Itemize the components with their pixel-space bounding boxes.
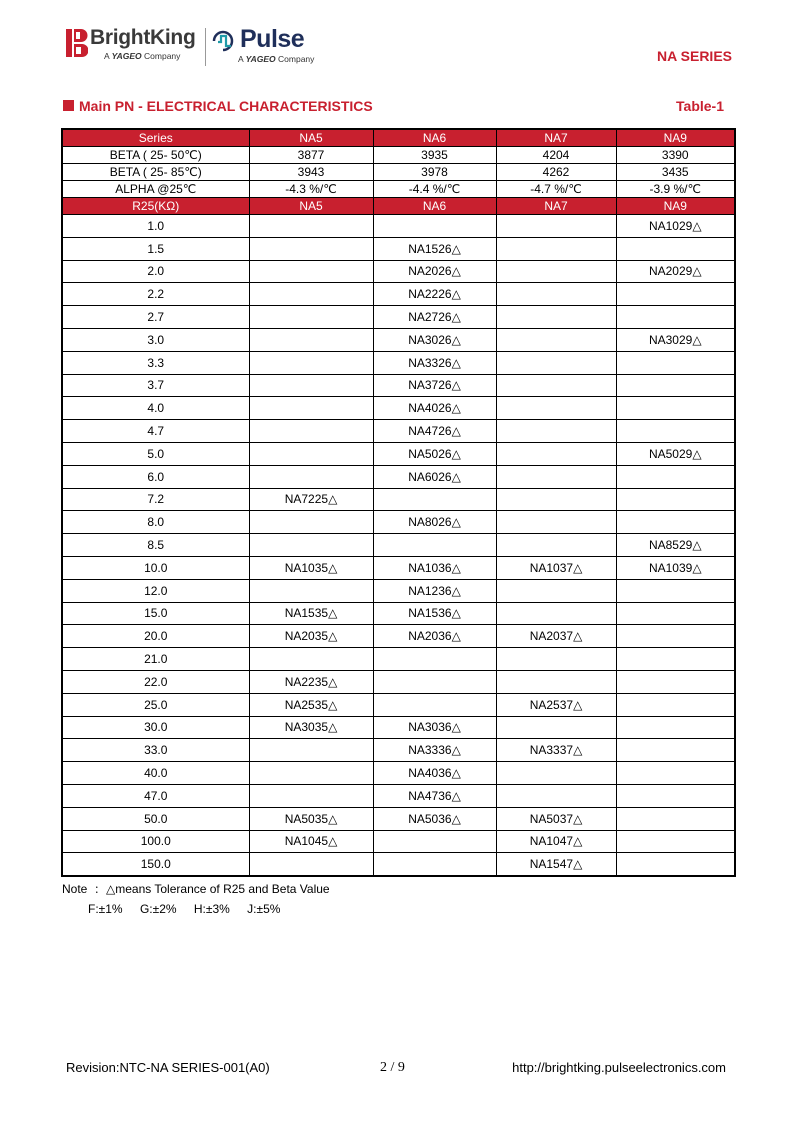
square-bullet-icon	[63, 100, 74, 111]
table-cell: 3435	[616, 164, 735, 181]
table-cell	[616, 853, 735, 876]
tolerance-code: H:±3%	[193, 902, 230, 916]
table-row	[62, 807, 735, 830]
table-cell: NA1536△	[373, 602, 496, 625]
section-title: Main PN - ELECTRICAL CHARACTERISTICS	[63, 98, 373, 114]
table-cell: 2.7	[62, 306, 249, 329]
table-cell: NA2226△	[373, 283, 496, 306]
table-cell	[496, 328, 616, 351]
table-cell: NA2726△	[373, 306, 496, 329]
table-cell	[249, 579, 373, 602]
table-cell	[496, 442, 616, 465]
table-cell: R25(KΩ)	[62, 198, 249, 215]
table-cell: 3.3	[62, 351, 249, 374]
table-cell: 3978	[373, 164, 496, 181]
table-cell: 15.0	[62, 602, 249, 625]
table-cell	[616, 283, 735, 306]
table-cell	[373, 648, 496, 671]
table-row	[62, 830, 735, 853]
table-header-row	[62, 198, 735, 215]
table-cell	[496, 215, 616, 238]
table-row	[62, 237, 735, 260]
table-cell: NA1029△	[616, 215, 735, 238]
table-cell: ALPHA @25℃	[62, 181, 249, 198]
table-cell: 21.0	[62, 648, 249, 671]
table-cell: NA5	[249, 198, 373, 215]
table-row	[62, 648, 735, 671]
table-cell: NA5035△	[249, 807, 373, 830]
table-cell	[616, 397, 735, 420]
table-cell	[496, 648, 616, 671]
table-cell	[496, 488, 616, 511]
table-cell	[249, 784, 373, 807]
table-cell: NA2235△	[249, 670, 373, 693]
table-cell: 100.0	[62, 830, 249, 853]
table-label: Table-1	[676, 98, 724, 114]
table-cell: NA4726△	[373, 420, 496, 443]
table-cell	[373, 215, 496, 238]
table-cell	[249, 260, 373, 283]
table-cell: 4262	[496, 164, 616, 181]
table-cell	[249, 534, 373, 557]
table-cell	[496, 534, 616, 557]
table-row	[62, 374, 735, 397]
table-cell: 33.0	[62, 739, 249, 762]
table-row	[62, 215, 735, 238]
table-cell: 3.7	[62, 374, 249, 397]
table-cell	[616, 488, 735, 511]
table-cell: 4.7	[62, 420, 249, 443]
table-cell	[249, 328, 373, 351]
table-cell	[616, 420, 735, 443]
logo-divider	[205, 28, 206, 66]
table-cell: NA3029△	[616, 328, 735, 351]
table-cell: 6.0	[62, 465, 249, 488]
table-cell	[249, 397, 373, 420]
table-cell: 4.0	[62, 397, 249, 420]
table-cell	[616, 602, 735, 625]
table-cell: 12.0	[62, 579, 249, 602]
table-cell	[373, 670, 496, 693]
brightking-logo-icon	[66, 29, 88, 57]
table-cell	[496, 260, 616, 283]
table-cell	[249, 283, 373, 306]
table-cell: NA1526△	[373, 237, 496, 260]
table-cell	[616, 762, 735, 785]
table-cell: NA2037△	[496, 625, 616, 648]
table-cell	[616, 351, 735, 374]
table-cell: Series	[62, 129, 249, 147]
table-cell: 8.0	[62, 511, 249, 534]
table-cell: NA3337△	[496, 739, 616, 762]
table-row	[62, 556, 735, 579]
table-cell: NA3035△	[249, 716, 373, 739]
table-cell	[373, 488, 496, 511]
table-cell: NA8529△	[616, 534, 735, 557]
table-cell: NA1039△	[616, 556, 735, 579]
table-cell: NA1535△	[249, 602, 373, 625]
table-header-row	[62, 129, 735, 147]
table-row	[62, 625, 735, 648]
table-cell: 5.0	[62, 442, 249, 465]
table-row	[62, 716, 735, 739]
table-cell	[616, 693, 735, 716]
table-cell: 30.0	[62, 716, 249, 739]
table-cell	[616, 830, 735, 853]
table-cell	[616, 648, 735, 671]
table-cell: 1.0	[62, 215, 249, 238]
tolerance-code: G:±2%	[139, 902, 177, 916]
table-row	[62, 283, 735, 306]
table-cell: NA7225△	[249, 488, 373, 511]
table-row	[62, 534, 735, 557]
table-cell: NA1045△	[249, 830, 373, 853]
table-cell	[249, 648, 373, 671]
table-cell: NA3326△	[373, 351, 496, 374]
table-cell: NA5036△	[373, 807, 496, 830]
table-cell	[616, 374, 735, 397]
table-cell: NA9	[616, 129, 735, 147]
table-cell: NA2029△	[616, 260, 735, 283]
brightking-brand: BrightKing	[90, 26, 196, 49]
table-cell	[496, 306, 616, 329]
property-row	[62, 181, 735, 198]
table-row	[62, 693, 735, 716]
table-cell: 1.5	[62, 237, 249, 260]
table-cell	[496, 670, 616, 693]
table-cell: 50.0	[62, 807, 249, 830]
table-cell: NA5029△	[616, 442, 735, 465]
table-cell	[496, 716, 616, 739]
table-cell: NA1047△	[496, 830, 616, 853]
table-row	[62, 602, 735, 625]
table-cell	[249, 465, 373, 488]
table-row	[62, 579, 735, 602]
table-cell	[373, 830, 496, 853]
table-cell	[373, 693, 496, 716]
table-row	[62, 442, 735, 465]
table-cell: NA9	[616, 198, 735, 215]
table-cell	[496, 465, 616, 488]
table-cell: -4.7 %/℃	[496, 181, 616, 198]
table-cell	[616, 237, 735, 260]
table-cell: NA6	[373, 129, 496, 147]
table-cell: -4.3 %/℃	[249, 181, 373, 198]
table-cell: 150.0	[62, 853, 249, 876]
table-cell	[496, 511, 616, 534]
table-cell: 4204	[496, 147, 616, 164]
table-cell: NA3726△	[373, 374, 496, 397]
table-cell	[496, 420, 616, 443]
table-cell: BETA ( 25- 50℃)	[62, 147, 249, 164]
page-number: 2 / 9	[380, 1060, 405, 1075]
table-row	[62, 670, 735, 693]
table-row	[62, 351, 735, 374]
table-row	[62, 328, 735, 351]
table-cell: 2.0	[62, 260, 249, 283]
table-cell	[496, 602, 616, 625]
table-cell: NA1036△	[373, 556, 496, 579]
table-cell: NA1547△	[496, 853, 616, 876]
table-cell	[249, 762, 373, 785]
table-cell	[616, 784, 735, 807]
table-cell: 8.5	[62, 534, 249, 557]
table-cell: NA2035△	[249, 625, 373, 648]
table-cell	[496, 374, 616, 397]
table-cell	[249, 511, 373, 534]
pulse-logo-icon	[212, 30, 238, 52]
table-cell: 25.0	[62, 693, 249, 716]
table-cell: NA1037△	[496, 556, 616, 579]
table-cell: NA5037△	[496, 807, 616, 830]
table-cell	[616, 579, 735, 602]
table-cell	[616, 511, 735, 534]
table-row	[62, 762, 735, 785]
pulse-brand: Pulse	[240, 25, 305, 53]
brightking-subtitle: A YAGEO Company	[104, 51, 181, 61]
property-row	[62, 164, 735, 181]
table-cell	[249, 351, 373, 374]
table-cell: 3877	[249, 147, 373, 164]
table-cell: -4.4 %/℃	[373, 181, 496, 198]
table-cell: NA4036△	[373, 762, 496, 785]
table-cell: NA2537△	[496, 693, 616, 716]
table-cell	[249, 306, 373, 329]
table-cell	[616, 807, 735, 830]
table-cell: NA3036△	[373, 716, 496, 739]
table-cell: NA2535△	[249, 693, 373, 716]
table-row	[62, 511, 735, 534]
table-cell	[373, 534, 496, 557]
table-cell	[616, 625, 735, 648]
table-cell	[616, 670, 735, 693]
table-cell	[496, 762, 616, 785]
table-row	[62, 465, 735, 488]
table-cell: NA4736△	[373, 784, 496, 807]
table-cell: 2.2	[62, 283, 249, 306]
table-cell: 3935	[373, 147, 496, 164]
table-cell	[249, 442, 373, 465]
table-cell: NA5026△	[373, 442, 496, 465]
table-row	[62, 306, 735, 329]
series-title: NA SERIES	[657, 48, 732, 64]
table-cell	[496, 237, 616, 260]
table-cell: NA7	[496, 129, 616, 147]
table-row	[62, 488, 735, 511]
table-cell: NA3026△	[373, 328, 496, 351]
revision-text: Revision:NTC-NA SERIES-001(A0)	[66, 1060, 270, 1075]
table-cell: NA8026△	[373, 511, 496, 534]
table-cell: 47.0	[62, 784, 249, 807]
table-cell: -3.9 %/℃	[616, 181, 735, 198]
header-logos	[66, 26, 336, 68]
table-cell	[496, 397, 616, 420]
tolerance-code: J:±5%	[247, 902, 281, 916]
table-cell: NA2036△	[373, 625, 496, 648]
tolerance-code: F:±1%	[88, 902, 123, 916]
table-row	[62, 260, 735, 283]
table-cell	[249, 374, 373, 397]
table-cell: 22.0	[62, 670, 249, 693]
table-cell	[249, 237, 373, 260]
table-row	[62, 397, 735, 420]
table-row	[62, 739, 735, 762]
table-row	[62, 784, 735, 807]
pulse-subtitle: A YAGEO Company	[238, 54, 315, 64]
tolerance-note: Note ：△means Tolerance of R25 and Beta Value	[62, 882, 330, 896]
table-cell: 40.0	[62, 762, 249, 785]
table-cell: 3943	[249, 164, 373, 181]
table-cell	[496, 283, 616, 306]
table-cell	[616, 739, 735, 762]
table-cell: NA3336△	[373, 739, 496, 762]
characteristics-table	[61, 128, 736, 877]
table-cell: 3390	[616, 147, 735, 164]
table-cell: NA1035△	[249, 556, 373, 579]
table-cell: 7.2	[62, 488, 249, 511]
table-cell	[249, 215, 373, 238]
table-cell	[496, 784, 616, 807]
table-cell: 3.0	[62, 328, 249, 351]
website-link[interactable]: http://brightking.pulseelectronics.com	[512, 1060, 726, 1075]
table-cell: NA6	[373, 198, 496, 215]
table-cell	[616, 465, 735, 488]
table-cell	[496, 579, 616, 602]
table-cell: NA6026△	[373, 465, 496, 488]
table-cell	[616, 716, 735, 739]
table-cell	[496, 351, 616, 374]
property-row	[62, 147, 735, 164]
table-cell	[373, 853, 496, 876]
table-cell: NA2026△	[373, 260, 496, 283]
table-cell	[249, 420, 373, 443]
table-cell: 20.0	[62, 625, 249, 648]
tolerance-codes	[88, 902, 294, 916]
table-cell	[249, 739, 373, 762]
table-cell: NA5	[249, 129, 373, 147]
table-row	[62, 853, 735, 876]
table-cell: NA1236△	[373, 579, 496, 602]
table-cell: 10.0	[62, 556, 249, 579]
table-cell: BETA ( 25- 85℃)	[62, 164, 249, 181]
table-cell: NA4026△	[373, 397, 496, 420]
table-row	[62, 420, 735, 443]
table-cell	[249, 853, 373, 876]
table-cell	[616, 306, 735, 329]
table-cell: NA7	[496, 198, 616, 215]
